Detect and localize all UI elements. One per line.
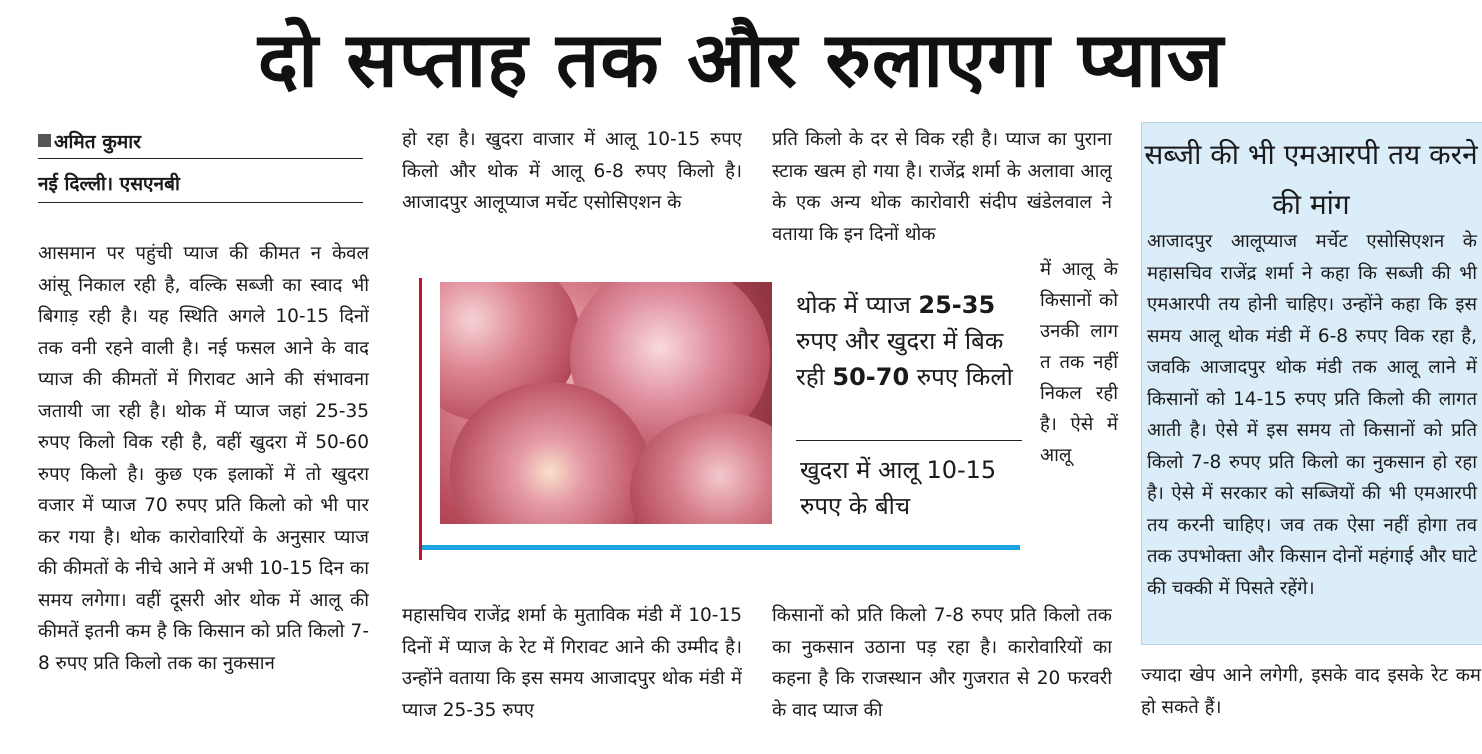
- article-column-3-bottom: किसानों को प्रति किलो 7-8 रुपए प्रति किलो तक का नुकसान उठाना पड़ रहा है। कारोवारियों का कहना है कि राजस्थान और गुजरात से 20 फरवरी के वाद प्याज की: [772, 605, 1112, 721]
- article-column-3-top: प्रति किलो के दर से विक रही है। प्याज का पुराना स्टाक खत्म हो गया है। राजेंद्र शर्मा के अलावा आलू के एक अन्य थोक कारोवारी संदीप खंडेलवाल ने वताया कि इन दिनों थोक: [772, 129, 1112, 245]
- pullquote-potato-price: खुदरा में आलू 10-15 रुपए के बीच: [800, 456, 997, 520]
- onion-photo: [440, 282, 772, 524]
- sidebar-body: आजादपुर आलूप्याज मर्चेट एसोसिएशन के महासचिव राजेंद्र शर्मा ने कहा कि सब्जी की भी एमआरपी तय होनी चाहिए। उन्होंने कहा कि इस समय आलू थोक मंडी में 6-8 रुपए विक रहा है, जवकि आजादपुर थोक मंडी तक आलू लाने में किसानों को 14-15 रुपए प्रति किलो की लागत आती है। ऐसे में इस समय तो किसानों को प्रति किलो 7-8 रुपए प्रति किलो का नुकसान हो रहा है। ऐसे में सरकार को सब्जियों की भी एमआरपी तय करनी चाहिए। जव तक ऐसा नहीं होगा तव तक उपभोक्ता और किसान दोनों महंगाई और घाटे की चक्की में पिसते रहेंगे।: [1147, 231, 1477, 599]
- pullquote-divider: [796, 440, 1022, 441]
- square-bullet-icon: [38, 134, 51, 147]
- red-rule: [419, 278, 422, 560]
- article-column-2-bottom: महासचिव राजेंद्र शर्मा के मुताविक मंडी में 10-15 दिनों में प्याज के रेट में गिरावट आने की उम्मीद है। उन्होंने वताया कि इस समय आजादपुर थोक मंडी में प्याज 25-35 रुपए: [402, 605, 742, 721]
- article-column-1: आसमान पर पहुंची प्याज की कीमत न केवल आंसू निकाल रही है, वल्कि सब्जी का स्वाद भी बिगाड़ रही है। यह स्थिति अगले 10-15 दिनों तक वनी रहने वाली है। नई फसल आने के वाद प्याज की कीमतों में गिरावट आने की संभावना जतायी जा रही है। थोक में प्याज जहां 25-35 रुपए किलो विक रही है, वहीं खुदरा में 50-60 रुपए किलो है। कुछ एक इलाकों में तो खुदरा वजार में प्याज 70 रुपए प्रति किलो को भी पार कर गया है। थोक कारोवारियों के अनुसार प्याज की कीमतों के नीचे आने में अभी 10-15 दिन का समय लगेगा। वहीं दूसरी ओर थोक में आलू की कीमतें इतनी कम है कि किसान को प्रति किलो 7-8 रुपए प्रति किलो तक का नुकसान: [38, 243, 369, 674]
- article-column-3-narrow: में आलू के किसानों को उनकी लागत तक नहीं निकल रही है। ऐसे में आलू: [1040, 259, 1118, 466]
- pullquote-onion-price: थोक में प्याज 25-35 रुपए और खुदरा में बिक रही 50-70 रुपए किलो: [796, 291, 1013, 391]
- blue-rule: [422, 545, 1020, 550]
- article-tail: ज्यादा खेप आने लगेगी, इसके वाद इसके रेट कम हो सकते हैं।: [1141, 665, 1481, 718]
- author-name: अमित कुमार: [54, 131, 141, 153]
- headline: दो सप्ताह तक और रुलाएगा प्याज: [257, 15, 1225, 104]
- sidebar-title: सब्जी की भी एमआरपी तय करने की मांग: [1144, 138, 1478, 221]
- byline-author: [38, 126, 363, 159]
- article-column-2-top: हो रहा है। खुदरा वाजार में आलू 10-15 रुपए किलो और थोक में आलू 6-8 रुपए किलो है। आजादपुर आलूप्याज मर्चेट एसोसिएशन के: [402, 129, 742, 213]
- byline-location: नई दिल्ली। एसएनबी: [38, 168, 363, 203]
